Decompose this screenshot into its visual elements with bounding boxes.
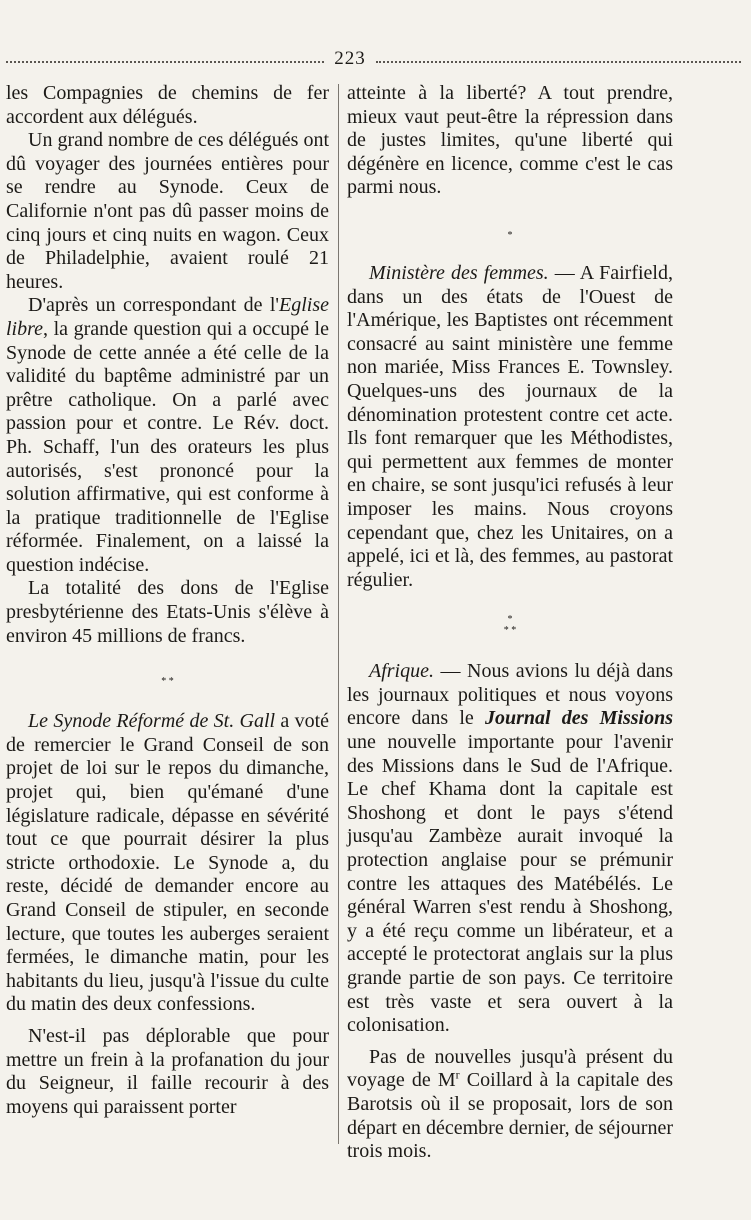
superscript: r [455, 1067, 460, 1082]
section-title: Afrique. [369, 660, 434, 683]
text-run: , la grande question qui a occupé le Synode de cette année a été celle de la validité du baptême administré par un prêtre catholique. On a parlé avec passion pour et contre. Le Rév. doct. Ph. Schaff, l'un des orateurs les plus autorisés, s'est prononcé pour la solution affirmative, qui est conforme à la pratique traditionnelle de l'Eglise réformée. Finalement, on a laissé la question indécise. [6, 317, 329, 576]
paragraph [347, 262, 673, 592]
header-rule-left [6, 61, 324, 63]
page-number: 223 [334, 48, 366, 69]
text-run: — A Fairfield, dans un des états de l'Ouest de l'Amérique, les Baptistes ont récemment consacré au saint ministère une femme non mariée, Miss Frances E. Townsley. Quelques-uns des journaux de la dénomination protestent contre cet acte. Ils font remarquer que les Méthodistes, qui permettent aux femmes de monter en chaire, se sont jusqu'ici refusés à leur imposer les mains. Nous croyons cependant que, chez les Unitaires, on a appelé, ici et là, des femmes, au pastorat régulier. [347, 261, 673, 591]
text-run: D'après un correspondant de l' [28, 294, 279, 317]
separator-asterisk: * [507, 614, 513, 626]
section-separator [6, 648, 329, 710]
text-run: Pas de nouvelles jusqu'à présent du voyage de M [347, 1045, 673, 1092]
paragraph: La totalité des dons de l'Eglise presbytérienne des Etats-Unis s'élève à environ 45 millions de francs. [6, 577, 329, 647]
paragraph [347, 660, 673, 1038]
journal-title: Eglise libre [6, 294, 329, 340]
column-divider [338, 84, 339, 1144]
journal-title: Journal des Missions [484, 707, 673, 730]
paragraph: N'est-il pas déplorable que pour mettre un frein à la profanation du jour du Seigneur, il faille recourir à des moyens qui paraissent porter [6, 1024, 329, 1118]
right-column [347, 82, 673, 1164]
page-header [6, 48, 741, 70]
separator-asterisk: * [507, 229, 513, 241]
text-run: — Nous avions lu déjà dans les journaux politiques et nous voyons encore dans le [347, 660, 673, 730]
paragraph: atteinte à la liberté? A tout prendre, mieux vaut peut-être la répression dans de justes limites, qu'une liberté qui dégénère en licence, comme c'est le cas parmi nous. [347, 82, 673, 199]
separator-asterisks: * * [161, 676, 174, 688]
left-column [6, 82, 329, 1119]
text-run: Coillard à la capitale des Barotsis où il se proposait, lors de son départ en décembre dernier, de séjourner trois mois. [347, 1069, 673, 1163]
paragraph: les Compagnies de chemins de fer accordent aux délégués. [6, 82, 329, 128]
paragraph [347, 1046, 673, 1164]
paragraph [6, 710, 329, 1017]
section-separator [347, 200, 673, 262]
separator-asterisks: * * [503, 625, 517, 637]
text-run: a voté de remercier le Grand Conseil de son projet de loi sur le repos du dimanche, projet qui, bien qu'émané d'une législature radicale, dépasse en sévérité tout ce que pourrait désirer la plus stricte orthodoxie. Le Synode a, du reste, décidé de demander encore au Grand Conseil de stipuler, en seconde lecture, que toutes les auberges seraient fermées, le dimanche matin, pour les habitants du lieu, jusqu'à l'issue du culte du matin des deux confessions. [6, 710, 329, 1016]
paragraph: Un grand nombre de ces délégués ont dû voyager des journées entières pour se rendre au Synode. Ceux de Californie n'ont pas dû passer moins de cinq jours et cinq nuits en wagon. Ceux de Philadelphie, avaient roulé 21 heures. [6, 129, 330, 293]
section-separator [347, 592, 673, 660]
section-title: Ministère des femmes. [369, 261, 549, 284]
text-run: une nouvelle importante pour l'avenir des Missions dans le Sud de l'Afrique. Le chef Khama dont la capitale est Shoshong et dont le pays s'étend jusqu'au Zambèze aurait invoqué la protection anglaise pour se prémunir contre les attaques des Matébélés. Le général Warren s'est rendu à Shoshong, y a été reçu comme un libérateur, et a accepté le protectorat anglais sur la plus grande partie de son pays. Ce territoire est très vaste et sera ouvert à la colonisation. [347, 731, 673, 1037]
section-title: Le Synode Réformé de St. Gall [28, 710, 276, 733]
paragraph [6, 294, 329, 577]
header-rule-right [376, 61, 741, 63]
